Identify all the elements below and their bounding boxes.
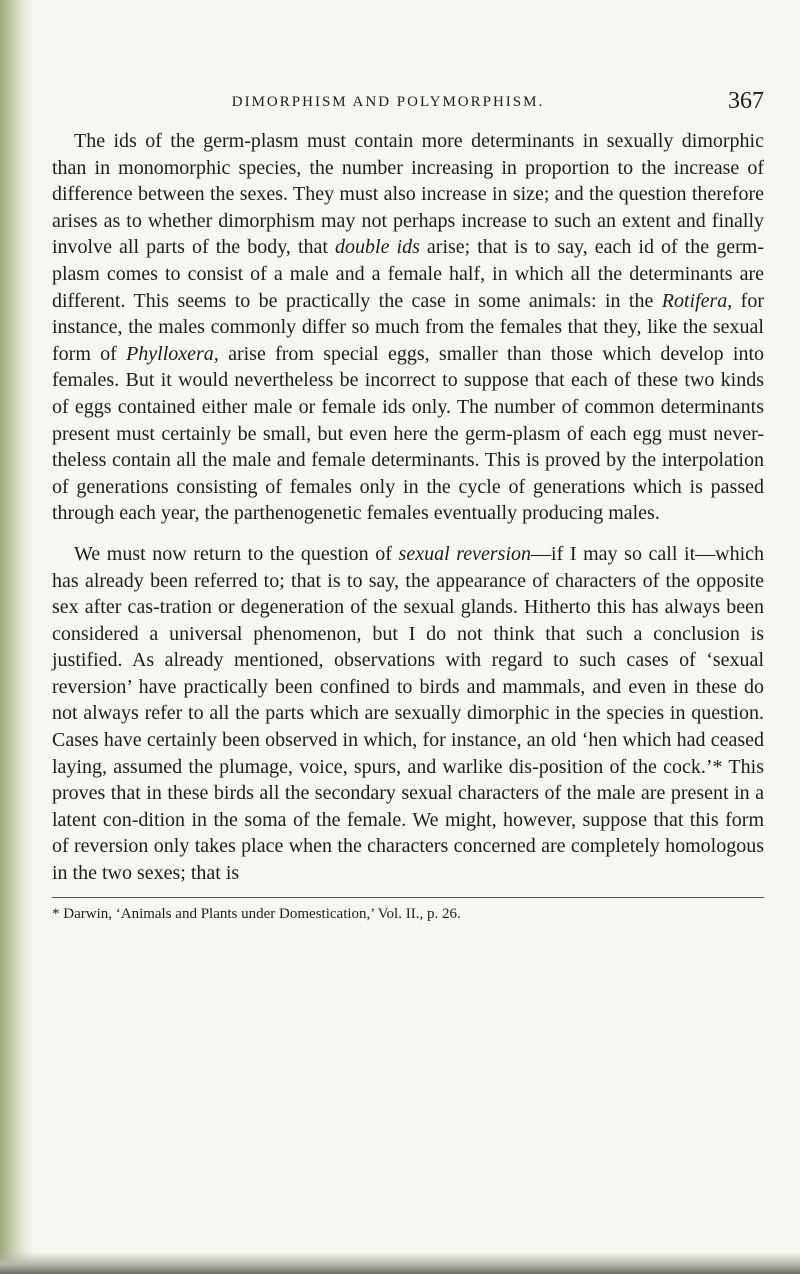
- book-spine-shadow: [0, 0, 34, 1274]
- text-run: for instance, the males commonly differ so much from the females that they, like the sexual form of: [52, 289, 764, 365]
- text-run: The ids of the germ-plasm must contain more determinants in sexually dimorphic than in monomorphic species, the number increasing in proportion to the increase of difference between the sexes. They must also increase in size; and the question therefore arises as to whether dimorphism may not perhaps increase to such an extent and finally involve all parts of the body, that: [52, 130, 764, 259]
- page-number: 367: [728, 88, 764, 114]
- italic-term: sexual reversion: [398, 542, 532, 565]
- text-run: arise; that is to say, each id of the germ-plasm comes to consist of a male and a female half, in which all the determinants are different. This seems to be practically the case in some animals: in the: [52, 236, 764, 312]
- footnote: * Darwin, ‘Animals and Plants under Domestication,’ Vol. II., p. 26.: [52, 905, 461, 922]
- text-run: arise from special eggs, smaller than those which develop into females. But it would nevertheless be incorrect to suppose that each of these two kinds of eggs contained either male or female ids only. The number of common determinants present must certainly be small, but even here the germ-plasm of each egg must never-theless contain all the male and female determinants. This is proved by the interpolation of generations consisting of females only in the cycle of generations which is passed through each year, the parthenogenetic females eventually producing males.: [52, 342, 765, 525]
- page-header: [52, 88, 764, 128]
- italic-term: Phylloxera,: [126, 342, 219, 365]
- italic-term: double ids: [335, 236, 420, 259]
- book-page: [52, 88, 764, 924]
- footnote-rule: [52, 897, 764, 898]
- text-run: —if I may so call it—which has already been referred to; that is to say, the appearance of characters of the opposite sex after cas-tration or degeneration of the sexual glands. Hitherto this has always been considered a universal phenomenon, but I do not think that such a conclusion is justified. As already mentioned, observations with regard to such cases of ‘sexual reversion’ have practically been confined to birds and mammals, and even in these do not always refer to all the parts which are sexually dimorphic in the species in question. Cases have certainly been observed in which, for instance, an old ‘hen which had ceased laying, assumed the plumage, voice, spurs, and warlike dis-position of the cock.’* This proves that in these birds all the secondary sexual characters of the male are present in a latent con-dition in the soma of the female. We might, however, suppose that this form of reversion only takes place when the characters concerned are completely homologous in the two sexes; that is: [52, 542, 765, 885]
- paragraph-double-ids: [52, 128, 764, 527]
- bottom-page-edge: [0, 1252, 800, 1274]
- italic-term: Rotifera,: [661, 289, 733, 312]
- paragraph-sexual-reversion: [52, 541, 764, 887]
- text-run: We must now return to the question of: [74, 542, 399, 565]
- running-head: DIMORPHISM AND POLYMORPHISM.: [231, 94, 545, 110]
